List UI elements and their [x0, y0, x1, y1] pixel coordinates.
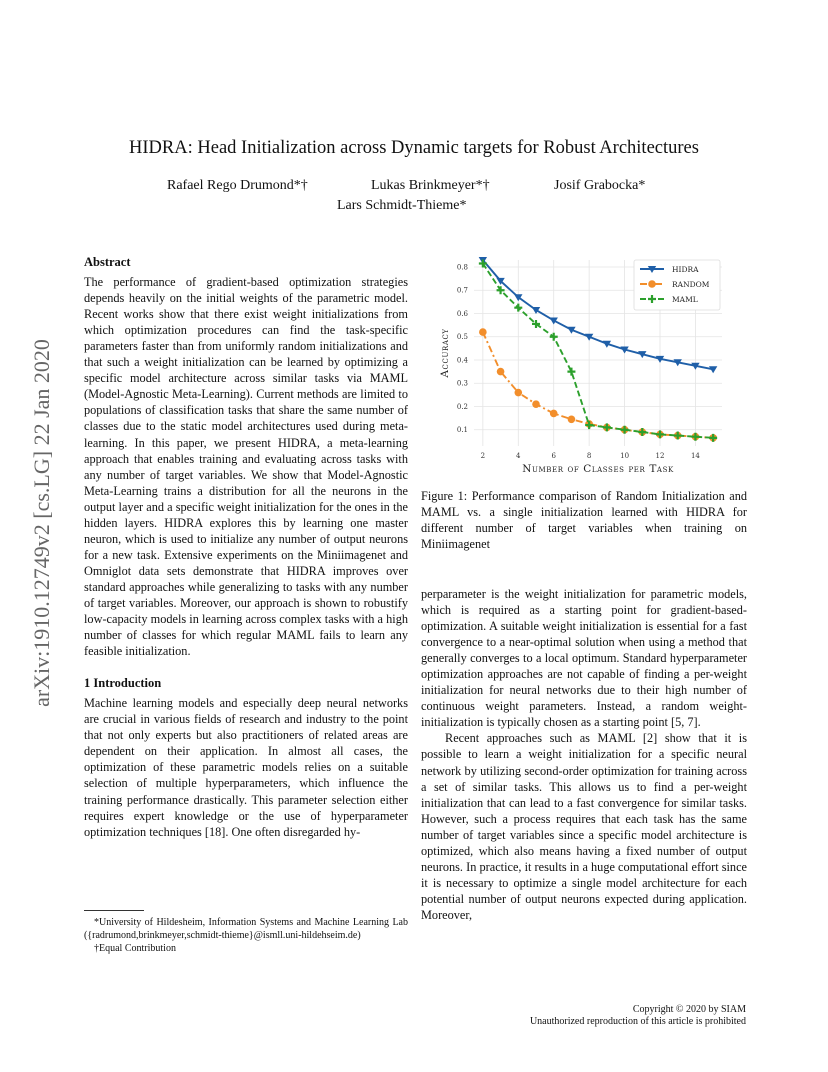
- random-point: [550, 410, 558, 418]
- abstract-text: The performance of gradient-based optimization strategies depends heavily on the initial weights of the parametric model. Recent works show that there exist weight initializations from which optimization procedures can find the task-specific parameters faster than from uniformly random initializations and that such a weight initialization can be learned by optimizing a specific model architecture across similar tasks via MAML (Model-Agnostic Meta-Learning). Current methods are limited to populations of classification tasks that share the same number of classes due to the static model architectures used during meta-learning. In this paper, we present HIDRA, a meta-learning approach that enables training and evaluating across tasks with any number of target variables. We show that Model-Agnostic Meta-Learning trains a distribution for all the neurons in the output layer and a specific weight initialization for the ones in the hidden layers. HIDRA explores this by learning one master neuron, which is used to initialize any number of output neurons for a new task. Extensive experiments on the Miniimagenet and Omniglot data sets demonstrate that HIDRA improves over standard approaches while generalizing to tasks with any number of target variables. Moreover, our approach is shown to robustify low-capacity models in learning across complex tasks with a high number of classes for which regular MAML fails to learn any feasible initialization.: [84, 275, 408, 659]
- x-tick-label: 2: [480, 452, 486, 460]
- random-point: [532, 400, 540, 408]
- y-axis-label: Accuracy: [439, 328, 451, 378]
- author-2: Lukas Brinkmeyer*†: [371, 178, 490, 193]
- x-tick-label: 4: [516, 452, 521, 460]
- y-tick-label: 0.8: [456, 263, 468, 272]
- x-tick-label: 8: [586, 452, 592, 460]
- x-tick-label: 14: [690, 452, 700, 460]
- random-point: [568, 415, 576, 423]
- x-tick-label: 6: [551, 452, 556, 460]
- right-column: [421, 586, 747, 923]
- right-paragraph-1: perparameter is the weight initialization for parametric models, which is required as a starting point for gradient-based-optimization. A suitable weight initialization is essential for a fast convergence to a near-optimal solution when using a method that generally converges to a local optimum. Standard hyperparameter optimization approaches are not capable of finding a per-weight initialization for neural networks due to their high number of continuous weight parameters. Instead, a random weight-initialization is typically chosen as a starting point [5, 7].: [421, 587, 747, 730]
- arxiv-sidebar: [12, 290, 52, 760]
- y-tick-label: 0.3: [456, 379, 468, 388]
- footnote-equal-contribution: †Equal Contribution: [94, 943, 176, 954]
- x-tick-label: 10: [620, 452, 630, 460]
- y-tick-label: 0.1: [456, 426, 468, 435]
- introduction-paragraph: Machine learning models and especially deep neural networks are crucial in various fields of research and industry to the point that not only experts but also practitioners of related areas are dependent on their application. In almost all cases, the optimization of these parametric models relies on a suitable selection of multiple hyperparameters, which influence the training performance drastically. This parameter selection either requires expert knowledge or the use of hyperparameter optimization techniques [18]. One often disregarded hy-: [84, 696, 408, 839]
- chart-legend: [634, 260, 720, 310]
- copyright-notice: [440, 1004, 746, 1028]
- footnote-rule: [84, 910, 144, 911]
- legend-label: HIDRA: [672, 265, 699, 274]
- y-tick-label: 0.6: [456, 309, 468, 318]
- y-tick-label: 0.7: [456, 286, 468, 295]
- copyright-line: Copyright © 2020 by SIAM: [632, 1004, 746, 1015]
- legend-label: MAML: [672, 295, 698, 304]
- paper-title: HIDRA: Head Initialization across Dynamic targets for Robust Architectures: [129, 138, 699, 158]
- x-tick-label: 12: [655, 452, 665, 460]
- footnote-affiliation: *University of Hildesheim, Information Systems and Machine Learning Lab ({radrumond,brinkmeyer,schmidt-thieme}@ismll.uni-hildehseim.de): [84, 917, 408, 941]
- random-point: [479, 328, 487, 336]
- introduction-heading: 1 Introduction: [84, 676, 162, 691]
- x-axis-label: Number of Classes per Task: [522, 463, 674, 475]
- y-tick-label: 0.2: [456, 402, 468, 411]
- right-paragraph-2: Recent approaches such as MAML [2] show that it is possible to learn a weight initialization for a specific neural network by utilizing second-order optimization for training across a set of similar tasks. This allows us to find a per-weight initialization that can lead to a fast convergence for similar tasks. However, such a process requires that each task has the same number of target variables since a specific model architecture is optimized, which also means having a fixed number of output neurons. In practice, it results in a huge computational effort since it is necessary to optimize a single model architecture for each potential number of output neurons expected during application. Moreover,: [421, 731, 747, 922]
- y-tick-label: 0.5: [456, 333, 468, 342]
- arxiv-identifier: arXiv:1910.12749v2 [cs.LG] 22 Jan 2020: [29, 339, 54, 707]
- author-1: Rafael Rego Drumond*†: [167, 178, 308, 193]
- random-point: [514, 389, 522, 397]
- random-point: [648, 280, 656, 288]
- author-4: Lars Schmidt-Thieme*: [337, 198, 467, 213]
- figure-1-chart: [430, 252, 750, 478]
- author-3: Josif Grabocka*: [554, 178, 646, 193]
- footnotes: [84, 916, 408, 955]
- legend-label: RANDOM: [672, 280, 710, 289]
- abstract-heading: Abstract: [84, 255, 131, 269]
- left-column: [84, 254, 408, 840]
- reproduction-notice: Unauthorized reproduction of this article is prohibited: [529, 1016, 746, 1027]
- random-point: [497, 368, 505, 376]
- y-tick-label: 0.4: [456, 356, 468, 365]
- figure-1-caption: Figure 1: Performance comparison of Random Initialization and MAML vs. a single initialization learned with HIDRA for different number of target variables when training on Miniimagenet: [421, 489, 747, 552]
